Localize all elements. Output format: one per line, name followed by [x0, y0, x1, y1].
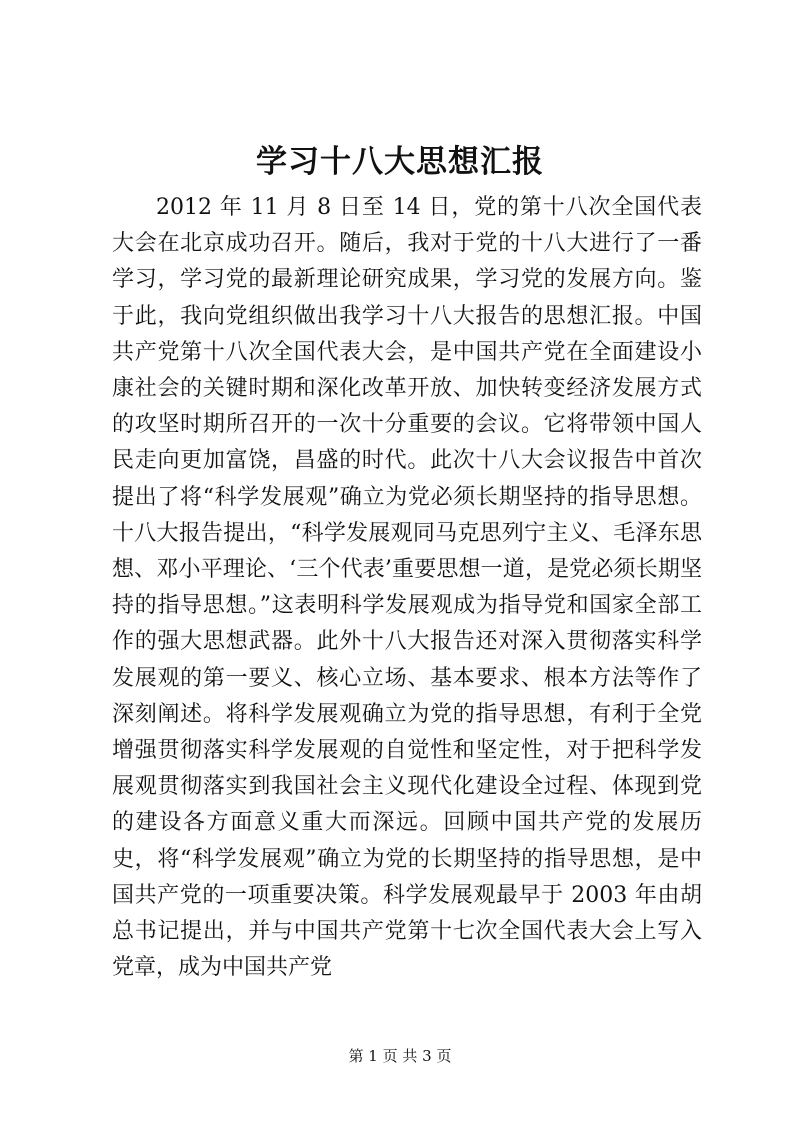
body-paragraph: 2012 年 11 月 8 日至 14 日，党的第十八次全国代表大会在北京成功召开。随后，我对于党的十八大进行了一番学习，学习党的最新理论研究成果，学习党的发展方向。鉴于此，我向党组织做出我学习十八大报告的思想汇报。中国共产党第十八次全国代表大会，是中国共产党在全面建设小康社会的关键时期和深化改革开放、加快转变经济发展方式的攻坚时期所召开的一次十分重要的会议。它将带领中国人民走向更加富饶，昌盛的时代。此次十八大会议报告中首次提出了将“科学发展观”确立为党必须长期坚持的指导思想。十八大报告提出，“科学发展观同马克思列宁主义、毛泽东思想、邓小平理论、‘三个代表’重要思想一道，是党必须长期坚持的指导思想。”这表明科学发展观成为指导党和国家全部工作的强大思想武器。此外十八大报告还对深入贯彻落实科学发展观的第一要义、核心立场、基本要求、根本方法等作了深刻阐述。将科学发展观确立为党的指导思想，有利于全党增强贯彻落实科学发展观的自觉性和坚定性，对于把科学发展观贯彻落实到我国社会主义现代化建设全过程、体现到党的建设各方面意义重大而深远。回顾中国共产党的发展历史，将“科学发展观”确立为党的长期坚持的指导思想，是中国共产党的一项重要决策。科学发展观最早于 2003 年由胡总书记提出，并与中国共产党第十七次全国代表大会上写入党章，成为中国共产党 [112, 195, 702, 981]
page-footer: 第 1 页 共 3 页 [348, 1047, 452, 1065]
document-title: 学习十八大思想汇报 [256, 144, 544, 180]
